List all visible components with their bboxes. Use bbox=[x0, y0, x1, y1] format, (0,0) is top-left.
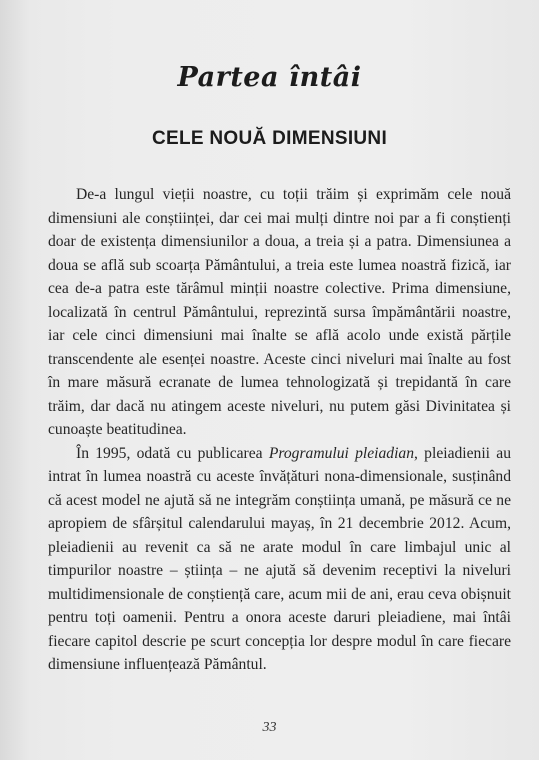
book-title-reference: Programului pleiadian bbox=[268, 444, 415, 462]
paragraph-1: De-a lungul vieții noastre, cu toții trăim și exprimăm cele nouă dimensiuni ale conștiinței, dar cei mai mulți dintre noi par a fi conștienți doar de existența dimensiunilor a doua, a treia și a patra. Dimensiunea a doua se află sub scoarța Pământului, a treia este lumea noastră fizică, iar cea de-a patra este tărâmul minții noastre colective. Prima dimensiune, localizată în centrul Pământului, reprezintă sursa împământării noastre, iar cele cinci dimensiuni mai înalte se află acolo unde există părțile transcendente ale esenței noastre. Aceste cinci niveluri mai înalte au fost în mare măsură ecranate de lumea tehnologizată și trepidantă în care trăim, dar dacă nu atingem aceste niveluri, nu putem găsi Divinitatea și cunoaște beatitudinea. bbox=[48, 186, 511, 438]
paragraph-2-after: , pleiadienii au intrat în lumea noastră cu aceste învățături nona-dimensionale, susținând că acest model ne ajută să ne integrăm conștiința umană, pe măsură ce ne apropiem de sfârșitul calendarului mayaș, în 21 decembrie 2012. Acum, pleiadienii au revenit ca să ne arate modul în care limbajul unic al timpurilor noastre – știința – ne ajută să devenim receptivi la niveluri multidimensionale de conștiență care, acum mii de ani, erau ceva obișnuit pentru toți oamenii. Pentru a onora aceste daruri pleiadiene, mai întâi fiecare capitol descrie pe scurt concepția lor despre modul în care fiecare dimensiune influențează Pământul. bbox=[48, 444, 511, 673]
body-text bbox=[48, 183, 511, 677]
part-title: Partea întâi bbox=[177, 62, 362, 93]
chapter-title: CELE NOUĂ DIMENSIUNI bbox=[151, 128, 388, 149]
paragraph-2 bbox=[48, 442, 511, 677]
paragraph-2-before: În 1995, odată cu publicarea bbox=[76, 444, 269, 462]
page-number: 33 bbox=[262, 720, 277, 735]
